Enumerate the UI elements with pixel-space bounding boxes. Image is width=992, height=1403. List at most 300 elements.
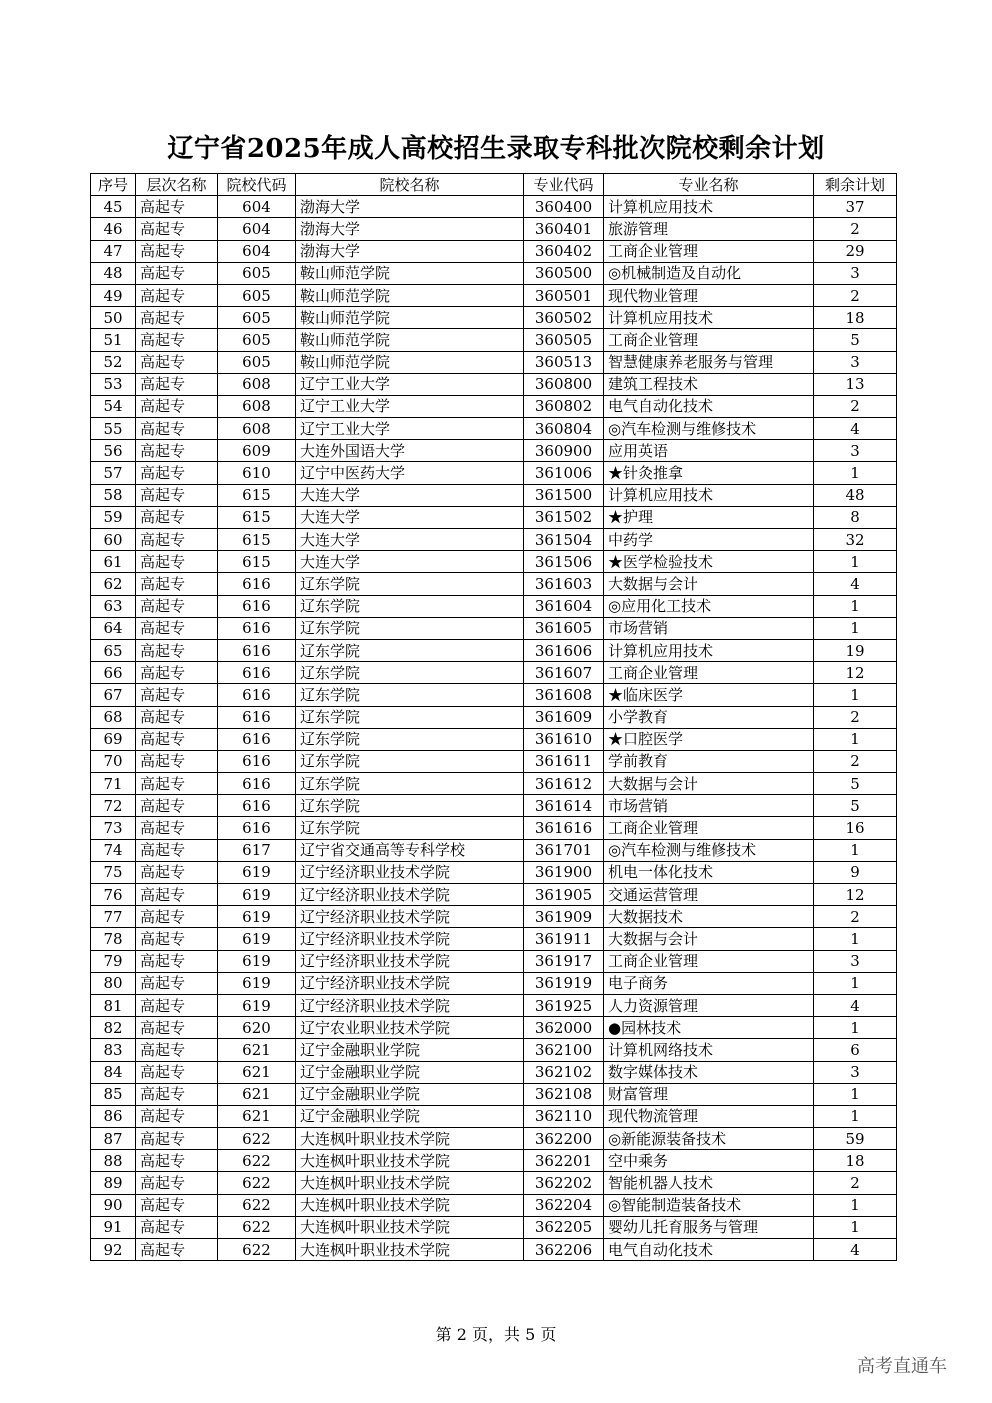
cell-major-code: 360401 bbox=[524, 218, 604, 240]
cell-level: 高起专 bbox=[136, 728, 218, 750]
cell-seq: 64 bbox=[91, 617, 136, 639]
cell-school-code: 619 bbox=[218, 906, 296, 928]
cell-school-name: 辽宁金融职业学院 bbox=[296, 1061, 524, 1083]
cell-remaining: 1 bbox=[814, 551, 897, 573]
cell-school-code: 619 bbox=[218, 884, 296, 906]
cell-school-name: 辽宁经济职业技术学院 bbox=[296, 884, 524, 906]
cell-level: 高起专 bbox=[136, 262, 218, 284]
cell-major-name: 数字媒体技术 bbox=[604, 1061, 814, 1083]
table-row bbox=[91, 617, 897, 639]
cell-remaining: 1 bbox=[814, 595, 897, 617]
cell-level: 高起专 bbox=[136, 861, 218, 883]
cell-school-code: 622 bbox=[218, 1216, 296, 1238]
cell-level: 高起专 bbox=[136, 529, 218, 551]
cell-school-code: 616 bbox=[218, 573, 296, 595]
cell-level: 高起专 bbox=[136, 551, 218, 573]
cell-school-name: 辽宁经济职业技术学院 bbox=[296, 906, 524, 928]
table-row bbox=[91, 595, 897, 617]
table-row bbox=[91, 1216, 897, 1238]
remaining-plan-table bbox=[90, 173, 897, 1261]
cell-level: 高起专 bbox=[136, 773, 218, 795]
cell-major-name: 电子商务 bbox=[604, 972, 814, 994]
cell-remaining: 1 bbox=[814, 1105, 897, 1127]
table-row bbox=[91, 817, 897, 839]
cell-school-name: 鞍山师范学院 bbox=[296, 262, 524, 284]
header-major-code: 专业代码 bbox=[524, 174, 604, 196]
cell-seq: 55 bbox=[91, 418, 136, 440]
cell-remaining: 2 bbox=[814, 395, 897, 417]
cell-school-code: 616 bbox=[218, 706, 296, 728]
table-body bbox=[91, 196, 897, 1261]
cell-school-code: 615 bbox=[218, 529, 296, 551]
cell-school-code: 622 bbox=[218, 1239, 296, 1261]
cell-major-code: 361614 bbox=[524, 795, 604, 817]
cell-school-code: 608 bbox=[218, 395, 296, 417]
cell-school-name: 辽东学院 bbox=[296, 817, 524, 839]
cell-remaining: 3 bbox=[814, 950, 897, 972]
cell-major-code: 361609 bbox=[524, 706, 604, 728]
cell-remaining: 16 bbox=[814, 817, 897, 839]
cell-seq: 90 bbox=[91, 1194, 136, 1216]
table-row bbox=[91, 307, 897, 329]
cell-level: 高起专 bbox=[136, 1039, 218, 1061]
cell-major-name: 婴幼儿托育服务与管理 bbox=[604, 1216, 814, 1238]
cell-school-code: 616 bbox=[218, 662, 296, 684]
cell-major-name: ●园林技术 bbox=[604, 1017, 814, 1039]
cell-school-name: 鞍山师范学院 bbox=[296, 284, 524, 306]
cell-school-name: 辽宁工业大学 bbox=[296, 395, 524, 417]
cell-school-name: 辽宁农业职业技术学院 bbox=[296, 1017, 524, 1039]
cell-major-name: 学前教育 bbox=[604, 750, 814, 772]
cell-major-code: 360500 bbox=[524, 262, 604, 284]
cell-school-code: 616 bbox=[218, 617, 296, 639]
cell-major-code: 361606 bbox=[524, 639, 604, 661]
cell-seq: 80 bbox=[91, 972, 136, 994]
cell-major-code: 361616 bbox=[524, 817, 604, 839]
cell-major-code: 362201 bbox=[524, 1150, 604, 1172]
table-row bbox=[91, 506, 897, 528]
cell-level: 高起专 bbox=[136, 950, 218, 972]
cell-major-name: 小学教育 bbox=[604, 706, 814, 728]
cell-remaining: 2 bbox=[814, 706, 897, 728]
table-row bbox=[91, 462, 897, 484]
cell-major-name: 旅游管理 bbox=[604, 218, 814, 240]
cell-school-name: 大连大学 bbox=[296, 506, 524, 528]
cell-level: 高起专 bbox=[136, 1061, 218, 1083]
page-title: 辽宁省2025年成人高校招生录取专科批次院校剩余计划 bbox=[167, 134, 825, 164]
cell-school-code: 617 bbox=[218, 839, 296, 861]
cell-school-name: 辽东学院 bbox=[296, 684, 524, 706]
cell-seq: 54 bbox=[91, 395, 136, 417]
cell-school-name: 辽东学院 bbox=[296, 639, 524, 661]
table-row bbox=[91, 906, 897, 928]
cell-major-code: 362200 bbox=[524, 1128, 604, 1150]
cell-school-code: 621 bbox=[218, 1105, 296, 1127]
cell-level: 高起专 bbox=[136, 839, 218, 861]
cell-school-name: 渤海大学 bbox=[296, 196, 524, 218]
cell-major-name: 智能机器人技术 bbox=[604, 1172, 814, 1194]
cell-seq: 63 bbox=[91, 595, 136, 617]
cell-school-code: 610 bbox=[218, 462, 296, 484]
cell-remaining: 1 bbox=[814, 1216, 897, 1238]
table-row bbox=[91, 662, 897, 684]
cell-major-code: 360501 bbox=[524, 284, 604, 306]
cell-major-code: 360502 bbox=[524, 307, 604, 329]
watermark: 高考直通车 bbox=[857, 1356, 947, 1377]
table-row bbox=[91, 484, 897, 506]
cell-level: 高起专 bbox=[136, 928, 218, 950]
table-row bbox=[91, 1239, 897, 1261]
cell-school-code: 619 bbox=[218, 994, 296, 1016]
cell-seq: 51 bbox=[91, 329, 136, 351]
cell-level: 高起专 bbox=[136, 196, 218, 218]
cell-seq: 73 bbox=[91, 817, 136, 839]
cell-seq: 69 bbox=[91, 728, 136, 750]
cell-seq: 48 bbox=[91, 262, 136, 284]
cell-school-name: 辽宁经济职业技术学院 bbox=[296, 972, 524, 994]
cell-school-name: 辽宁省交通高等专科学校 bbox=[296, 839, 524, 861]
cell-school-name: 辽东学院 bbox=[296, 773, 524, 795]
cell-major-name: ◎机械制造及自动化 bbox=[604, 262, 814, 284]
cell-level: 高起专 bbox=[136, 639, 218, 661]
cell-remaining: 3 bbox=[814, 262, 897, 284]
table-row bbox=[91, 373, 897, 395]
table-row bbox=[91, 529, 897, 551]
cell-seq: 58 bbox=[91, 484, 136, 506]
table-row bbox=[91, 728, 897, 750]
cell-level: 高起专 bbox=[136, 1017, 218, 1039]
cell-seq: 86 bbox=[91, 1105, 136, 1127]
header-school-code: 院校代码 bbox=[218, 174, 296, 196]
cell-school-code: 621 bbox=[218, 1061, 296, 1083]
cell-seq: 85 bbox=[91, 1083, 136, 1105]
cell-school-name: 辽宁工业大学 bbox=[296, 373, 524, 395]
table-row bbox=[91, 1128, 897, 1150]
table-row bbox=[91, 928, 897, 950]
cell-major-code: 361610 bbox=[524, 728, 604, 750]
cell-school-code: 619 bbox=[218, 861, 296, 883]
cell-school-name: 辽宁中医药大学 bbox=[296, 462, 524, 484]
cell-level: 高起专 bbox=[136, 329, 218, 351]
cell-school-code: 604 bbox=[218, 218, 296, 240]
cell-level: 高起专 bbox=[136, 706, 218, 728]
header-major-name: 专业名称 bbox=[604, 174, 814, 196]
cell-school-code: 616 bbox=[218, 728, 296, 750]
cell-seq: 84 bbox=[91, 1061, 136, 1083]
cell-level: 高起专 bbox=[136, 1194, 218, 1216]
cell-school-code: 615 bbox=[218, 484, 296, 506]
cell-remaining: 2 bbox=[814, 218, 897, 240]
cell-seq: 50 bbox=[91, 307, 136, 329]
table-row bbox=[91, 639, 897, 661]
cell-school-code: 605 bbox=[218, 284, 296, 306]
cell-level: 高起专 bbox=[136, 573, 218, 595]
table-row bbox=[91, 1061, 897, 1083]
cell-level: 高起专 bbox=[136, 395, 218, 417]
cell-school-name: 辽东学院 bbox=[296, 595, 524, 617]
cell-level: 高起专 bbox=[136, 906, 218, 928]
cell-school-name: 大连大学 bbox=[296, 529, 524, 551]
cell-school-name: 鞍山师范学院 bbox=[296, 351, 524, 373]
table-row bbox=[91, 1017, 897, 1039]
cell-major-name: 应用英语 bbox=[604, 440, 814, 462]
cell-major-code: 361911 bbox=[524, 928, 604, 950]
cell-major-name: ★护理 bbox=[604, 506, 814, 528]
cell-seq: 65 bbox=[91, 639, 136, 661]
cell-major-name: 计算机应用技术 bbox=[604, 639, 814, 661]
cell-remaining: 18 bbox=[814, 307, 897, 329]
cell-school-name: 渤海大学 bbox=[296, 240, 524, 262]
cell-seq: 57 bbox=[91, 462, 136, 484]
cell-level: 高起专 bbox=[136, 218, 218, 240]
cell-major-name: ◎应用化工技术 bbox=[604, 595, 814, 617]
cell-remaining: 1 bbox=[814, 617, 897, 639]
cell-level: 高起专 bbox=[136, 462, 218, 484]
table-row bbox=[91, 573, 897, 595]
cell-major-name: 计算机应用技术 bbox=[604, 196, 814, 218]
cell-school-code: 616 bbox=[218, 595, 296, 617]
table-row bbox=[91, 950, 897, 972]
table-row bbox=[91, 262, 897, 284]
cell-major-code: 360402 bbox=[524, 240, 604, 262]
cell-school-code: 605 bbox=[218, 351, 296, 373]
cell-major-name: 工商企业管理 bbox=[604, 950, 814, 972]
table-row bbox=[91, 1194, 897, 1216]
cell-major-name: 计算机网络技术 bbox=[604, 1039, 814, 1061]
cell-major-name: 工商企业管理 bbox=[604, 240, 814, 262]
cell-remaining: 1 bbox=[814, 972, 897, 994]
cell-major-code: 362205 bbox=[524, 1216, 604, 1238]
cell-remaining: 1 bbox=[814, 728, 897, 750]
cell-school-code: 619 bbox=[218, 950, 296, 972]
table-row bbox=[91, 994, 897, 1016]
table-row bbox=[91, 1105, 897, 1127]
cell-major-code: 361612 bbox=[524, 773, 604, 795]
cell-seq: 88 bbox=[91, 1150, 136, 1172]
cell-level: 高起专 bbox=[136, 1216, 218, 1238]
cell-remaining: 18 bbox=[814, 1150, 897, 1172]
cell-major-name: 大数据与会计 bbox=[604, 928, 814, 950]
cell-school-code: 615 bbox=[218, 551, 296, 573]
cell-remaining: 1 bbox=[814, 928, 897, 950]
cell-major-code: 361604 bbox=[524, 595, 604, 617]
table-row bbox=[91, 1083, 897, 1105]
cell-remaining: 2 bbox=[814, 906, 897, 928]
cell-major-code: 361917 bbox=[524, 950, 604, 972]
table-row bbox=[91, 329, 897, 351]
cell-major-code: 362206 bbox=[524, 1239, 604, 1261]
cell-major-code: 361607 bbox=[524, 662, 604, 684]
table-row bbox=[91, 972, 897, 994]
cell-major-code: 361909 bbox=[524, 906, 604, 928]
cell-major-name: 大数据与会计 bbox=[604, 573, 814, 595]
cell-major-code: 361919 bbox=[524, 972, 604, 994]
cell-school-code: 605 bbox=[218, 307, 296, 329]
cell-remaining: 59 bbox=[814, 1128, 897, 1150]
cell-school-name: 大连枫叶职业技术学院 bbox=[296, 1150, 524, 1172]
cell-level: 高起专 bbox=[136, 795, 218, 817]
cell-seq: 71 bbox=[91, 773, 136, 795]
cell-major-code: 361701 bbox=[524, 839, 604, 861]
cell-major-name: ★针灸推拿 bbox=[604, 462, 814, 484]
cell-school-code: 619 bbox=[218, 972, 296, 994]
cell-remaining: 5 bbox=[814, 795, 897, 817]
cell-major-name: 工商企业管理 bbox=[604, 329, 814, 351]
cell-major-name: 计算机应用技术 bbox=[604, 484, 814, 506]
cell-remaining: 4 bbox=[814, 1239, 897, 1261]
cell-level: 高起专 bbox=[136, 1239, 218, 1261]
cell-remaining: 3 bbox=[814, 440, 897, 462]
header-remaining: 剩余计划 bbox=[814, 174, 897, 196]
cell-seq: 62 bbox=[91, 573, 136, 595]
table-row bbox=[91, 418, 897, 440]
cell-major-code: 362204 bbox=[524, 1194, 604, 1216]
cell-remaining: 9 bbox=[814, 861, 897, 883]
cell-remaining: 32 bbox=[814, 529, 897, 551]
cell-school-name: 辽东学院 bbox=[296, 573, 524, 595]
cell-school-name: 辽东学院 bbox=[296, 617, 524, 639]
cell-seq: 61 bbox=[91, 551, 136, 573]
cell-remaining: 37 bbox=[814, 196, 897, 218]
cell-level: 高起专 bbox=[136, 972, 218, 994]
cell-level: 高起专 bbox=[136, 351, 218, 373]
cell-level: 高起专 bbox=[136, 1150, 218, 1172]
cell-school-code: 622 bbox=[218, 1172, 296, 1194]
cell-major-code: 361603 bbox=[524, 573, 604, 595]
cell-school-name: 大连枫叶职业技术学院 bbox=[296, 1194, 524, 1216]
cell-remaining: 1 bbox=[814, 684, 897, 706]
cell-seq: 52 bbox=[91, 351, 136, 373]
cell-school-code: 616 bbox=[218, 795, 296, 817]
cell-major-code: 361900 bbox=[524, 861, 604, 883]
cell-school-name: 辽宁金融职业学院 bbox=[296, 1039, 524, 1061]
cell-seq: 91 bbox=[91, 1216, 136, 1238]
cell-remaining: 12 bbox=[814, 884, 897, 906]
cell-seq: 49 bbox=[91, 284, 136, 306]
cell-seq: 92 bbox=[91, 1239, 136, 1261]
cell-major-name: 市场营销 bbox=[604, 795, 814, 817]
cell-seq: 66 bbox=[91, 662, 136, 684]
cell-level: 高起专 bbox=[136, 817, 218, 839]
cell-seq: 47 bbox=[91, 240, 136, 262]
cell-level: 高起专 bbox=[136, 684, 218, 706]
cell-level: 高起专 bbox=[136, 662, 218, 684]
cell-major-name: ◎汽车检测与维修技术 bbox=[604, 418, 814, 440]
cell-school-name: 鞍山师范学院 bbox=[296, 307, 524, 329]
table-row bbox=[91, 351, 897, 373]
cell-level: 高起专 bbox=[136, 373, 218, 395]
cell-school-name: 大连枫叶职业技术学院 bbox=[296, 1216, 524, 1238]
cell-school-code: 622 bbox=[218, 1150, 296, 1172]
cell-school-code: 609 bbox=[218, 440, 296, 462]
cell-school-name: 渤海大学 bbox=[296, 218, 524, 240]
cell-major-code: 361605 bbox=[524, 617, 604, 639]
cell-school-code: 608 bbox=[218, 373, 296, 395]
cell-remaining: 13 bbox=[814, 373, 897, 395]
cell-remaining: 4 bbox=[814, 573, 897, 595]
cell-major-code: 361502 bbox=[524, 506, 604, 528]
cell-major-name: 工商企业管理 bbox=[604, 662, 814, 684]
cell-level: 高起专 bbox=[136, 595, 218, 617]
cell-school-name: 大连大学 bbox=[296, 551, 524, 573]
cell-major-name: ★口腔医学 bbox=[604, 728, 814, 750]
cell-level: 高起专 bbox=[136, 1083, 218, 1105]
cell-seq: 72 bbox=[91, 795, 136, 817]
cell-major-name: ◎智能制造装备技术 bbox=[604, 1194, 814, 1216]
cell-major-name: 交通运营管理 bbox=[604, 884, 814, 906]
cell-remaining: 12 bbox=[814, 662, 897, 684]
table-row bbox=[91, 706, 897, 728]
cell-remaining: 3 bbox=[814, 1061, 897, 1083]
cell-major-name: 市场营销 bbox=[604, 617, 814, 639]
cell-seq: 67 bbox=[91, 684, 136, 706]
cell-remaining: 1 bbox=[814, 1083, 897, 1105]
cell-level: 高起专 bbox=[136, 994, 218, 1016]
cell-major-name: 现代物流管理 bbox=[604, 1105, 814, 1127]
cell-remaining: 8 bbox=[814, 506, 897, 528]
cell-school-name: 辽东学院 bbox=[296, 706, 524, 728]
cell-level: 高起专 bbox=[136, 506, 218, 528]
cell-seq: 46 bbox=[91, 218, 136, 240]
cell-major-code: 361500 bbox=[524, 484, 604, 506]
cell-remaining: 19 bbox=[814, 639, 897, 661]
cell-major-name: 财富管理 bbox=[604, 1083, 814, 1105]
cell-level: 高起专 bbox=[136, 1128, 218, 1150]
cell-school-code: 616 bbox=[218, 750, 296, 772]
table-row bbox=[91, 884, 897, 906]
cell-school-name: 辽宁经济职业技术学院 bbox=[296, 861, 524, 883]
cell-seq: 82 bbox=[91, 1017, 136, 1039]
cell-school-name: 大连大学 bbox=[296, 484, 524, 506]
table-row bbox=[91, 196, 897, 218]
cell-remaining: 2 bbox=[814, 1172, 897, 1194]
cell-major-name: 大数据与会计 bbox=[604, 773, 814, 795]
cell-major-name: ★临床医学 bbox=[604, 684, 814, 706]
table-header-row bbox=[91, 174, 897, 196]
cell-seq: 56 bbox=[91, 440, 136, 462]
table-row bbox=[91, 240, 897, 262]
cell-major-name: 计算机应用技术 bbox=[604, 307, 814, 329]
cell-remaining: 1 bbox=[814, 1017, 897, 1039]
cell-remaining: 5 bbox=[814, 329, 897, 351]
header-school-name: 院校名称 bbox=[296, 174, 524, 196]
table-row bbox=[91, 395, 897, 417]
cell-major-code: 361608 bbox=[524, 684, 604, 706]
cell-seq: 81 bbox=[91, 994, 136, 1016]
cell-level: 高起专 bbox=[136, 1105, 218, 1127]
cell-level: 高起专 bbox=[136, 617, 218, 639]
cell-seq: 75 bbox=[91, 861, 136, 883]
cell-school-name: 辽宁经济职业技术学院 bbox=[296, 950, 524, 972]
page-footer: 第 2 页，共 5 页 bbox=[435, 1325, 557, 1344]
cell-school-name: 辽东学院 bbox=[296, 750, 524, 772]
cell-school-name: 辽东学院 bbox=[296, 662, 524, 684]
cell-major-code: 360800 bbox=[524, 373, 604, 395]
cell-seq: 53 bbox=[91, 373, 136, 395]
cell-remaining: 6 bbox=[814, 1039, 897, 1061]
table-row bbox=[91, 551, 897, 573]
cell-major-name: 大数据技术 bbox=[604, 906, 814, 928]
cell-major-name: 中药学 bbox=[604, 529, 814, 551]
cell-major-name: ◎新能源装备技术 bbox=[604, 1128, 814, 1150]
cell-major-code: 361905 bbox=[524, 884, 604, 906]
cell-school-code: 620 bbox=[218, 1017, 296, 1039]
cell-school-name: 辽宁经济职业技术学院 bbox=[296, 994, 524, 1016]
cell-remaining: 5 bbox=[814, 773, 897, 795]
cell-remaining: 1 bbox=[814, 462, 897, 484]
header-seq: 序号 bbox=[91, 174, 136, 196]
header-level: 层次名称 bbox=[136, 174, 218, 196]
